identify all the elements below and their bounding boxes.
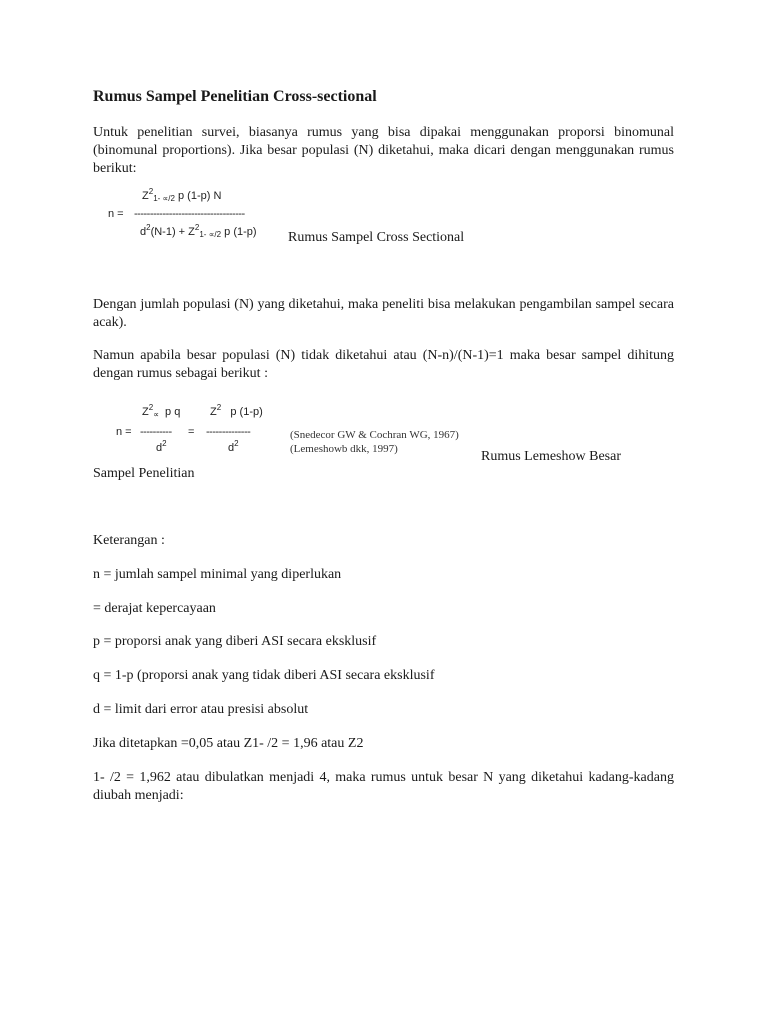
formula-cross-sectional-image	[104, 186, 284, 250]
item-confidence-definition: = derajat kepercayaan	[93, 601, 216, 616]
formula2-term1-fraction-line: ----------	[140, 426, 172, 438]
formula2-term1-denominator: $d^2$	[156, 439, 167, 454]
item-p-definition: p = proporsi anak yang diberi ASI secara eksklusif	[93, 634, 377, 649]
item-alpha-setting: Jika ditetapkan =0,05 atau Z1- /2 = 1,96 atau Z2	[93, 736, 364, 751]
formula2-reference-lemeshow: (Lemeshowb dkk, 1997)	[290, 443, 398, 455]
formula1-lhs: n =	[108, 208, 124, 220]
item-d-definition: d = limit dari error atau presisi absolut	[93, 702, 309, 717]
formula-lemeshow-image	[112, 402, 482, 460]
formula2-equals: =	[188, 426, 195, 438]
formula1-numerator: $Z^21- \propto/2$ p (1-p) N	[142, 187, 222, 203]
keterangan-heading: Keterangan :	[93, 533, 165, 548]
formula2-caption-part1: Rumus Lemeshow Besar	[481, 449, 621, 464]
item-q-definition: q = 1-p (proporsi anak yang tidak diberi ASI secara eksklusif	[93, 668, 435, 683]
formula2-term1-numerator: $Z^2\propto p$ q	[142, 403, 181, 419]
formula1-caption: Rumus Sampel Cross Sectional	[288, 230, 465, 245]
formula2-term2-fraction-line: --------------	[206, 426, 251, 438]
formula2-term2-numerator: $Z^2$ p (1-p)	[210, 403, 263, 418]
document-title: Rumus Sampel Penelitian Cross-sectional	[93, 88, 377, 105]
formula2-caption-part2: Sampel Penelitian	[93, 466, 195, 481]
formula1-fraction-line: -----------------------------------	[134, 208, 245, 220]
formula2-reference-snedecor: (Snedecor GW & Cochran WG, 1967)	[290, 429, 459, 441]
final-paragraph: 1- /2 = 1,962 atau dibulatkan menjadi 4, maka rumus untuk besar N yang diketahui kadang-kadang diubah menjadi:	[93, 770, 674, 803]
paragraph-random-sampling: Dengan jumlah populasi (N) yang diketahui, maka peneliti bisa melakukan pengambilan sampel secara acak).	[93, 297, 674, 330]
formula2-lhs: n =	[116, 426, 132, 438]
paragraph-unknown-population: Namun apabila besar populasi (N) tidak diketahui atau (N-n)/(N-1)=1 maka besar sampel dihitung dengan rumus sebagai berikut :	[93, 348, 674, 381]
formula2-term2-denominator: $d^2$	[228, 439, 239, 454]
item-n-definition: n = jumlah sampel minimal yang diperlukan	[93, 567, 342, 582]
formula1-denominator: $d^2(N-1) + Z^21- \propto/2$ p (1-p)	[140, 223, 257, 239]
intro-paragraph: Untuk penelitian survei, biasanya rumus yang bisa dipakai menggunakan proporsi binomunal (binomunal proportions). Jika besar populasi (N) diketahui, maka dicari dengan menggunakan rumus berikut:	[93, 125, 674, 176]
